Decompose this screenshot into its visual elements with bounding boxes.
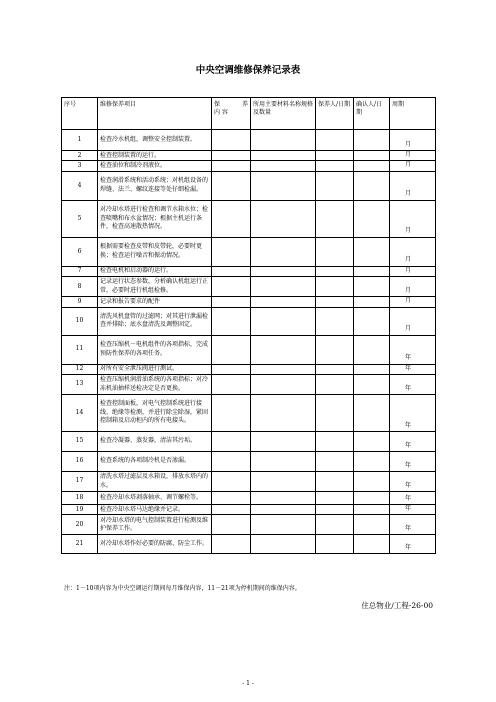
row-confirm-cell [354, 364, 390, 374]
header-material: 所用主要材料名称规格及数量 [251, 98, 316, 130]
row-material-cell [251, 151, 316, 161]
row-confirm-cell [354, 535, 390, 554]
row-confirm-cell [354, 515, 390, 535]
row-confirm-cell [354, 200, 390, 237]
row-confirm-cell [354, 307, 390, 335]
row-material-cell [251, 375, 316, 395]
row-number: 8 [62, 277, 98, 297]
maintenance-record-table [61, 97, 436, 554]
table-row [62, 375, 436, 395]
row-item: 检查控制面板，对电气控制系统进行接线、绝缘等检测，并进行除尘除湿，紧固控制箱及启动柜内的所有电接头。 [98, 395, 212, 432]
row-cycle: 年 [390, 472, 436, 492]
row-content-cell [212, 395, 251, 432]
row-content-cell [212, 200, 251, 237]
row-person-cell [316, 364, 354, 374]
row-material-cell [251, 364, 316, 374]
header-content [212, 98, 251, 130]
row-content-cell [212, 364, 251, 374]
table-row [62, 266, 436, 276]
row-material-cell [251, 515, 316, 535]
row-person-cell [316, 171, 354, 200]
table-row [62, 505, 436, 515]
row-cycle: 月 [390, 151, 436, 161]
row-content-cell [212, 297, 251, 307]
row-item: 对冷却水塔作好必要的防腐、防尘工作。 [98, 535, 212, 554]
row-cycle: 月 [390, 171, 436, 200]
table-header-row [62, 98, 436, 130]
row-confirm-cell [354, 452, 390, 472]
row-content-cell [212, 277, 251, 297]
row-cycle: 月 [390, 237, 436, 266]
row-person-cell [316, 297, 354, 307]
table-row [62, 297, 436, 307]
table-row [62, 307, 436, 335]
row-number: 10 [62, 307, 98, 335]
row-material-cell [251, 335, 316, 364]
row-item: 检查冷水机组，调整安全控制装置。 [98, 130, 212, 151]
row-item: 检查系统的各项制冷机是否渗漏。 [98, 452, 212, 472]
table-row [62, 452, 436, 472]
row-material-cell [251, 277, 316, 297]
row-material-cell [251, 200, 316, 237]
row-material-cell [251, 492, 316, 505]
row-content-cell [212, 432, 251, 452]
row-number: 6 [62, 237, 98, 266]
table-row [62, 364, 436, 374]
row-number: 16 [62, 452, 98, 472]
row-material-cell [251, 161, 316, 171]
row-cycle: 年 [390, 364, 436, 374]
row-cycle: 年 [390, 375, 436, 395]
row-cycle: 年 [390, 515, 436, 535]
table-row [62, 472, 436, 492]
row-material-cell [251, 237, 316, 266]
row-person-cell [316, 395, 354, 432]
row-content-cell [212, 505, 251, 515]
row-cycle: 月 [390, 266, 436, 276]
row-item: 检查冷却水塔马达绝缘并记录。 [98, 505, 212, 515]
table-row [62, 237, 436, 266]
row-number: 4 [62, 171, 98, 200]
row-item: 清洗风机盘管的过滤网；对其进行泄漏检查并排除；底水盘清洗及调整固定。 [98, 307, 212, 335]
row-person-cell [316, 335, 354, 364]
row-person-cell [316, 452, 354, 472]
row-content-cell [212, 375, 251, 395]
row-material-cell [251, 432, 316, 452]
row-content-cell [212, 237, 251, 266]
table-row [62, 335, 436, 364]
row-number: 2 [62, 151, 98, 161]
row-material-cell [251, 472, 316, 492]
table-row [62, 200, 436, 237]
row-cycle: 月 [390, 297, 436, 307]
row-person-cell [316, 161, 354, 171]
row-item: 检查油位和制冷剂液位。 [98, 161, 212, 171]
row-number: 17 [62, 472, 98, 492]
row-person-cell [316, 375, 354, 395]
row-confirm-cell [354, 130, 390, 151]
header-no: 序号 [62, 98, 98, 130]
row-number: 20 [62, 515, 98, 535]
row-confirm-cell [354, 432, 390, 452]
row-person-cell [316, 515, 354, 535]
row-content-cell [212, 492, 251, 505]
row-cycle: 月 [390, 277, 436, 297]
row-confirm-cell [354, 266, 390, 276]
row-item: 记录和报告要求的配件 [98, 297, 212, 307]
row-number: 5 [62, 200, 98, 237]
header-confirm: 确认人/日期 [354, 98, 390, 130]
row-confirm-cell [354, 151, 390, 161]
table-row [62, 515, 436, 535]
page-number: - 1 - [242, 680, 254, 687]
row-person-cell [316, 266, 354, 276]
table-row [62, 492, 436, 505]
row-confirm-cell [354, 171, 390, 200]
header-item: 维修保养项目 [98, 98, 212, 130]
row-material-cell [251, 307, 316, 335]
header-content-b: 养 [241, 101, 248, 108]
row-material-cell [251, 297, 316, 307]
table-row [62, 395, 436, 432]
row-confirm-cell [354, 492, 390, 505]
row-material-cell [251, 171, 316, 200]
row-material-cell [251, 452, 316, 472]
row-content-cell [212, 452, 251, 472]
row-person-cell [316, 200, 354, 237]
row-item: 记录运行状态参数，分析确认机组运行正常，必要时进行机组检修。 [98, 277, 212, 297]
row-item: 对冷却水塔进行检查和调节水箱水位；检查喷嘴和布水盆情况；根据主机运行条件，检查高速散热情况。 [98, 200, 212, 237]
row-item: 检查压缩机－电机组件的各项指标，完成预防性保养的各项任务。 [98, 335, 212, 364]
row-cycle: 年 [390, 505, 436, 515]
page-title: 中央空调维修保养记录表 [195, 65, 301, 76]
header-content-a: 保 [214, 101, 221, 108]
row-number: 19 [62, 505, 98, 515]
row-material-cell [251, 266, 316, 276]
row-cycle: 月 [390, 130, 436, 151]
header-cycle: 周期 [390, 98, 436, 130]
row-confirm-cell [354, 237, 390, 266]
row-cycle: 月 [390, 161, 436, 171]
table-row [62, 171, 436, 200]
header-person: 保养人/日期 [316, 98, 354, 130]
row-person-cell [316, 535, 354, 554]
row-person-cell [316, 237, 354, 266]
row-item: 对所有安全泄压阀进行测试。 [98, 364, 212, 374]
row-number: 14 [62, 395, 98, 432]
row-cycle: 月 [390, 200, 436, 237]
row-confirm-cell [354, 161, 390, 171]
row-item: 清洗水塔过滤层及水箱设，排放水塔内的水。 [98, 472, 212, 492]
row-item: 检查冷凝器、蒸发器，清洁其污垢。 [98, 432, 212, 452]
row-cycle: 年 [390, 395, 436, 432]
table-row [62, 130, 436, 151]
row-number: 11 [62, 335, 98, 364]
row-person-cell [316, 505, 354, 515]
row-person-cell [316, 472, 354, 492]
row-content-cell [212, 307, 251, 335]
row-item: 检查电机和启动器的运行。 [98, 266, 212, 276]
row-content-cell [212, 515, 251, 535]
row-item: 检查润滑系统和活动系统；对机组设备的焊缝、法兰、螺纹连接等处仔细检漏。 [98, 171, 212, 200]
table-row [62, 161, 436, 171]
row-person-cell [316, 432, 354, 452]
row-confirm-cell [354, 472, 390, 492]
header-content-c: 内 容 [214, 109, 228, 117]
row-content-cell [212, 535, 251, 554]
row-content-cell [212, 171, 251, 200]
row-confirm-cell [354, 375, 390, 395]
row-content-cell [212, 472, 251, 492]
row-cycle: 年 [390, 535, 436, 554]
row-number: 18 [62, 492, 98, 505]
row-confirm-cell [354, 395, 390, 432]
row-item: 检查压缩机润滑油系统的各项指标；对冷冻机油抽样送检决定是否更换。 [98, 375, 212, 395]
row-item: 根据需要检查皮带和皮带轮，必要时更换；检查运行噪音和振动情况。 [98, 237, 212, 266]
row-item: 对冷却水塔的电气控制装置进行检测及维护保养工作。 [98, 515, 212, 535]
row-confirm-cell [354, 505, 390, 515]
row-cycle: 年 [390, 335, 436, 364]
row-content-cell [212, 130, 251, 151]
row-cycle: 年 [390, 432, 436, 452]
row-person-cell [316, 277, 354, 297]
row-person-cell [316, 307, 354, 335]
row-content-cell [212, 161, 251, 171]
row-item: 检查控制装置的运行。 [98, 151, 212, 161]
row-number: 12 [62, 364, 98, 374]
row-person-cell [316, 492, 354, 505]
row-number: 15 [62, 432, 98, 452]
row-cycle: 月 [390, 307, 436, 335]
row-content-cell [212, 151, 251, 161]
row-person-cell [316, 151, 354, 161]
row-content-cell [212, 335, 251, 364]
row-confirm-cell [354, 297, 390, 307]
table-row [62, 277, 436, 297]
row-material-cell [251, 130, 316, 151]
row-confirm-cell [354, 335, 390, 364]
row-cycle: 年 [390, 492, 436, 505]
row-content-cell [212, 266, 251, 276]
row-person-cell [316, 130, 354, 151]
footnote: 注：1－10项内容为中央空调运行期间每月维保内容，11－21项为停机期间的维保内容。 [64, 585, 301, 592]
table-row [62, 535, 436, 554]
row-number: 7 [62, 266, 98, 276]
row-number: 13 [62, 375, 98, 395]
row-number: 21 [62, 535, 98, 554]
row-material-cell [251, 505, 316, 515]
row-cycle: 年 [390, 452, 436, 472]
row-number: 3 [62, 161, 98, 171]
row-number: 1 [62, 130, 98, 151]
table-row [62, 151, 436, 161]
row-material-cell [251, 395, 316, 432]
row-number: 9 [62, 297, 98, 307]
row-confirm-cell [354, 277, 390, 297]
row-item: 检查冷却水塔剥落轴承、调节螺栓等。 [98, 492, 212, 505]
row-material-cell [251, 535, 316, 554]
document-number: 住总物业/工程-26-00 [361, 601, 433, 610]
table-row [62, 432, 436, 452]
